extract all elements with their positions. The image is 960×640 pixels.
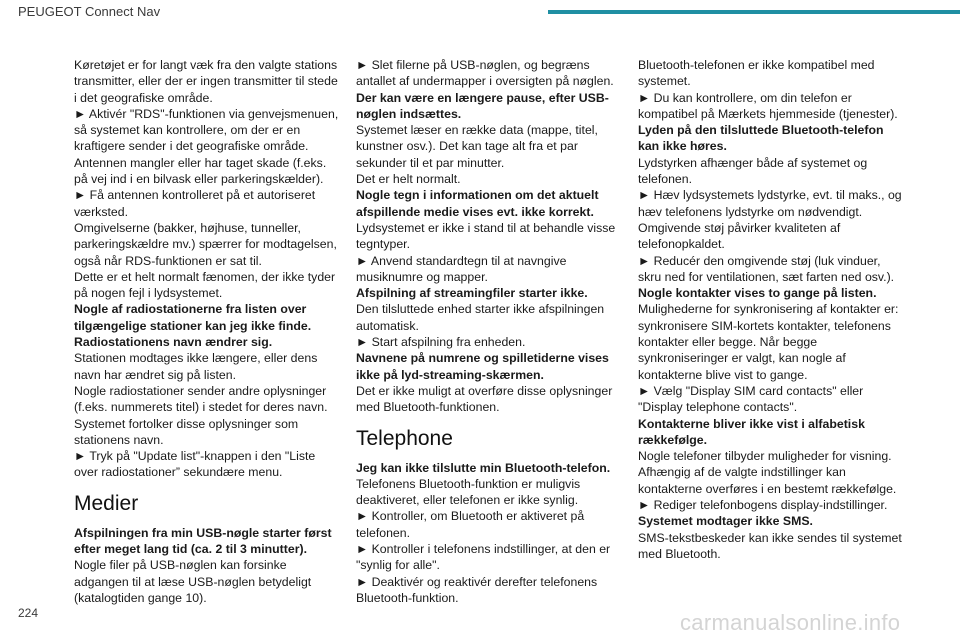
body-paragraph: Systemet læser en række data (mappe, titel, kunstner osv.). Det kan tage alt fra et par sekunder til et par minutter. xyxy=(356,123,598,170)
question-heading: Afspilning af streamingfiler starter ikke. xyxy=(356,286,588,301)
body-paragraph: Antennen mangler eller har taget skade (f.eks. på vej ind i en bilvask eller parkeringskælder). xyxy=(74,155,327,187)
body-paragraph: ► Slet filerne på USB-nøglen, og begræns antallet af undermapper i oversigten på nøglen. xyxy=(356,58,614,89)
body-paragraph: Lydsystemet er ikke i stand til at behandle visse tegntyper. xyxy=(356,220,616,252)
watermark: carmanualsonline.info xyxy=(680,610,901,635)
question-heading: Nogle kontakter vises to gange på listen. xyxy=(638,286,877,301)
question-heading: Systemet modtager ikke SMS. xyxy=(638,514,813,529)
question-heading: Lyden på den tilsluttede Bluetooth-telefon kan ikke høres. xyxy=(638,123,884,154)
body-paragraph: SMS-tekstbeskeder kan ikke sendes til systemet med Bluetooth. xyxy=(638,530,902,561)
body-paragraph: ► Du kan kontrollere, om din telefon er kompatibel på Mærkets hjemmeside (tjenester). xyxy=(638,90,898,121)
body-paragraph: ► Reducér den omgivende støj (luk vinduer, skru ned for ventilationen, sæt farten ned osv.). xyxy=(638,253,895,284)
body-paragraph: Telefonens Bluetooth-funktion er muligvis deaktiveret, eller telefonen er ikke synlig. xyxy=(356,476,581,508)
body-paragraph: ► Kontroller i telefonens indstillinger, at den er "synlig for alle". xyxy=(356,542,611,573)
question-heading: Nogle af radiostationerne fra listen over tilgængelige stationer kan jeg ikke finde. xyxy=(74,302,312,333)
section-heading: Telephone xyxy=(356,426,453,450)
header-accent-bar xyxy=(548,10,960,14)
page-number: 224 xyxy=(18,606,39,620)
text-column-1 xyxy=(74,57,342,606)
body-paragraph: Det er ikke muligt at overføre disse oplysninger med Bluetooth-funktionen. xyxy=(356,383,613,415)
question-heading: Nogle tegn i informationen om det aktuelt afspillende medie vises evt. ikke korrekt. xyxy=(356,188,599,219)
body-paragraph: ► Få antennen kontrolleret på et autoriseret værksted. xyxy=(74,188,316,219)
body-paragraph: Nogle filer på USB-nøglen kan forsinke adgangen til at læse USB-nøglen betydeligt (katalogtiden gange 10). xyxy=(74,558,312,605)
question-heading: Navnene på numrene og spilletiderne vises ikke på lyd-streaming-skærmen. xyxy=(356,351,609,382)
body-paragraph: Lydstyrken afhænger både af systemet og telefonen. xyxy=(638,155,868,187)
body-paragraph: Bluetooth-telefonen er ikke kompatibel med systemet. xyxy=(638,58,875,89)
running-header: PEUGEOT Connect Nav xyxy=(18,4,161,19)
body-paragraph: Nogle telefoner tilbyder muligheder for visning. Afhængig af de valgte indstillinger kan kontakterne overføres i en bestemt rækkefølge. xyxy=(638,449,897,496)
body-paragraph: Dette er et helt normalt fænomen, der ikke tyder på nogen fejl i lydsystemet. xyxy=(74,269,336,301)
question-heading: Der kan være en længere pause, efter USB-nøglen indsættes. xyxy=(356,90,609,121)
question-heading: Jeg kan ikke tilslutte min Bluetooth-telefon. xyxy=(356,460,611,475)
body-paragraph: Systemet fortolker disse oplysninger som stationens navn. xyxy=(74,416,299,447)
body-paragraph: Nogle radiostationer sender andre oplysninger (f.eks. nummerets titel) i stedet for deres navn. xyxy=(74,383,328,415)
body-paragraph: Det er helt normalt. xyxy=(356,172,461,187)
question-heading: Kontakterne bliver ikke vist i alfabetisk rækkefølge. xyxy=(638,416,865,447)
body-paragraph: Køretøjet er for langt væk fra den valgte stations transmitter, eller der er ingen transmitter til stede i det geografiske område. xyxy=(74,58,338,105)
body-paragraph: Mulighederne for synkronisering af kontakter er: synkronisere SIM-kortets kontakter, telefonens kontakter eller begge. Når begge synkroniseringer er valgt, kan nogle af kontakterne blive vist to gange. xyxy=(638,302,899,382)
body-paragraph: ► Kontroller, om Bluetooth er aktiveret på telefonen. xyxy=(356,509,585,540)
text-column-2 xyxy=(356,57,624,606)
body-paragraph: ► Tryk på "Update list"-knappen i den "Liste over radiostationer” sekundære menu. xyxy=(74,449,316,480)
body-paragraph: ► Rediger telefonbogens display-indstillinger. xyxy=(638,498,888,513)
body-paragraph: Stationen modtages ikke længere, eller dens navn har ændret sig på listen. xyxy=(74,351,318,382)
body-paragraph: ► Vælg "Display SIM card contacts" eller "Display telephone contacts". xyxy=(638,383,864,415)
question-heading: Radiostationens navn ændrer sig. xyxy=(74,335,273,350)
body-paragraph: ► Deaktivér og reaktivér derefter telefonens Bluetooth-funktion. xyxy=(356,574,598,605)
body-paragraph: Omgivende støj påvirker kvaliteten af telefonopkaldet. xyxy=(638,220,841,252)
body-paragraph: Den tilsluttede enhed starter ikke afspilningen automatisk. xyxy=(356,302,605,333)
body-paragraph: ► Hæv lydsystemets lydstyrke, evt. til maks., og hæv telefonens lydstyrke om nødvendigt. xyxy=(638,188,902,219)
question-heading: Afspilningen fra min USB-nøgle starter først efter meget lang tid (ca. 2 til 3 minutter). xyxy=(74,525,332,557)
body-paragraph: ► Start afspilning fra enheden. xyxy=(356,335,526,350)
body-paragraph: ► Anvend standardtegn til at navngive musiknumre og mapper. xyxy=(356,253,567,284)
body-paragraph: Omgivelserne (bakker, højhuse, tunneller, parkeringskældre mv.) spærrer for modtagelsen, også når RDS-funktionen er sat til. xyxy=(74,220,337,268)
section-heading: Medier xyxy=(74,491,139,515)
body-paragraph: ► Aktivér "RDS"-funktionen via genvejsmenuen, så systemet kan kontrollere, om der er en kraftigere sender i det geografiske område. xyxy=(74,106,339,154)
text-column-3 xyxy=(638,57,906,562)
